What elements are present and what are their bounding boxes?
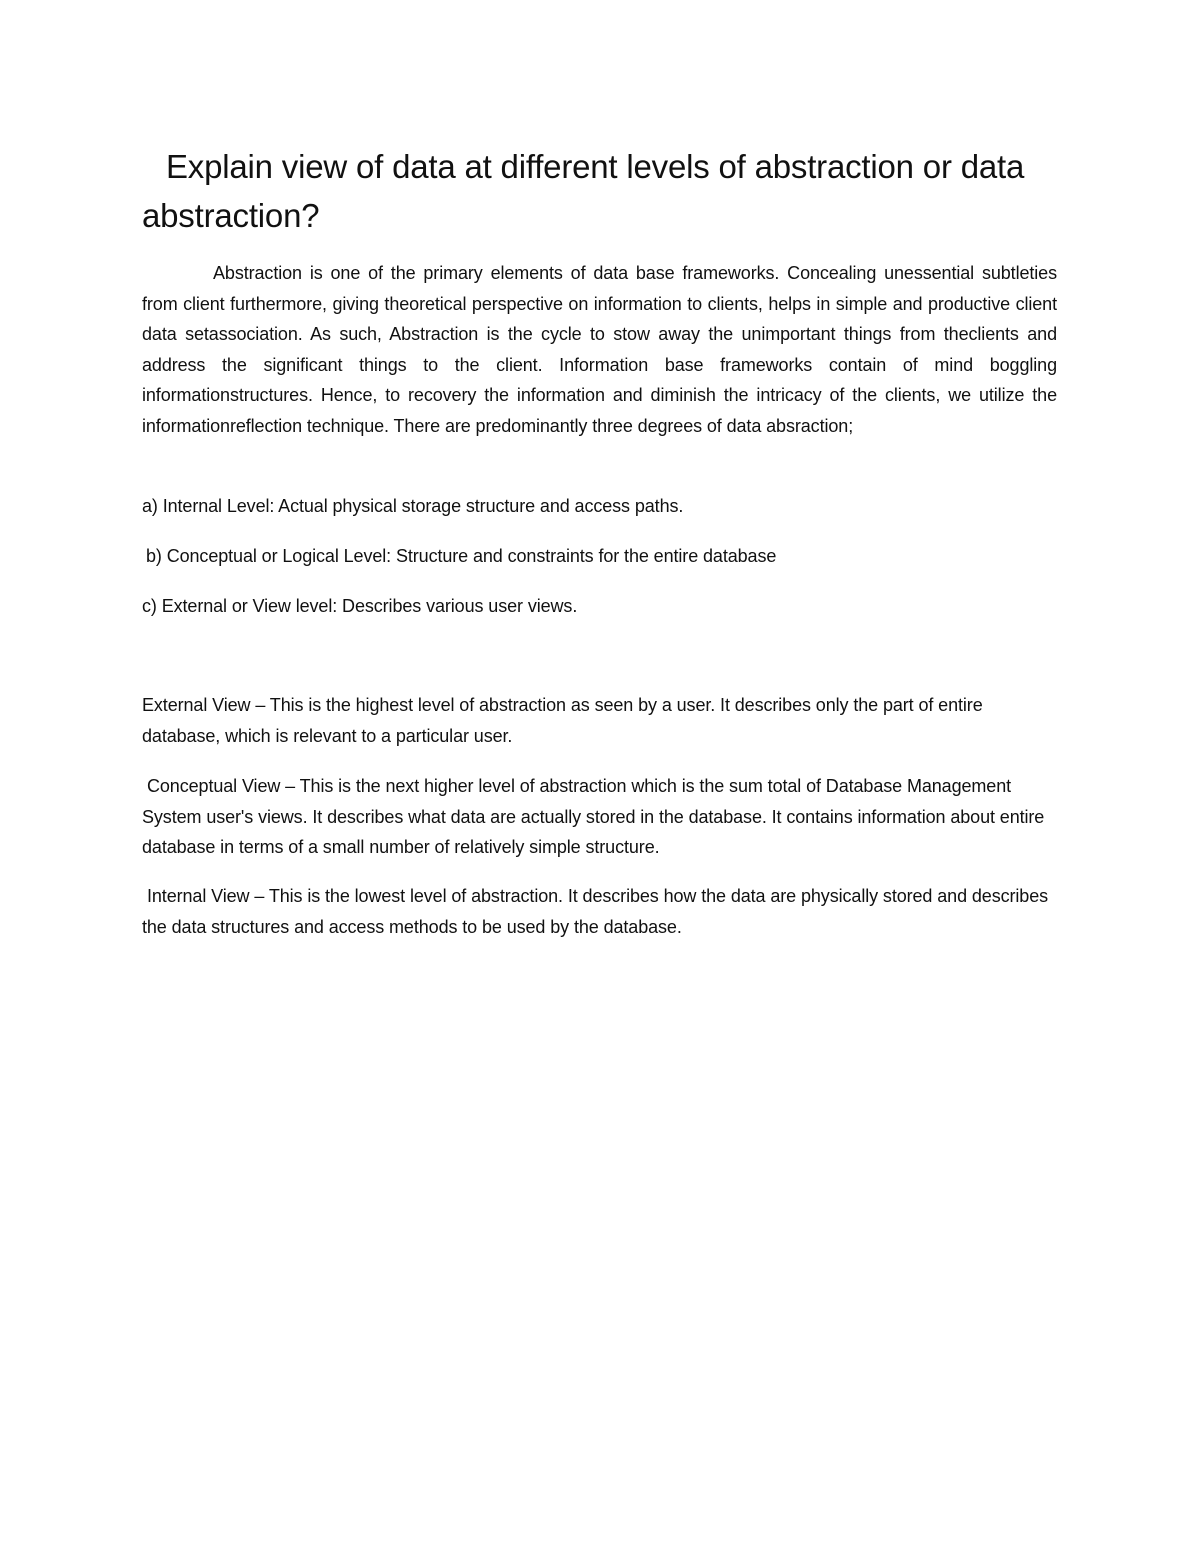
external-view-paragraph: External View – This is the highest level of abstraction as seen by a user. It describes only the part of entire database, which is relevant to a particular user.: [142, 695, 983, 746]
internal-level-item: a) Internal Level: Actual physical storage structure and access paths.: [142, 496, 684, 516]
document-title: Explain view of data at different levels of abstraction or data abstraction?: [142, 148, 1025, 234]
conceptual-level-item: b) Conceptual or Logical Level: Structure and constraints for the entire database: [146, 546, 777, 566]
internal-view-paragraph: Internal View – This is the lowest level of abstraction. It describes how the data are physically stored and describes the data structures and access methods to be used by the database.: [142, 886, 1049, 937]
intro-paragraph: Abstraction is one of the primary elements of data base frameworks. Concealing unessential subtleties from client furthermore, giving theoretical perspective on information to clients, helps in simple and productive client data setassociation. As such, Abstraction is the cycle to stow away the unimportant things from theclients and address the significant things to the client. Information base frameworks contain of mind boggling informationstructures. Hence, to recovery the information and diminish the intricacy of the clients, we utilize the informationreflection technique. There are predominantly three degrees of data absraction;: [142, 263, 1057, 436]
external-level-item: c) External or View level: Describes various user views.: [142, 596, 578, 616]
conceptual-view-paragraph: Conceptual View – This is the next higher level of abstraction which is the sum total of Database Management System user's views. It describes what data are actually stored in the database. It contains information about entire database in terms of a small number of relatively simple structure.: [142, 776, 1045, 857]
